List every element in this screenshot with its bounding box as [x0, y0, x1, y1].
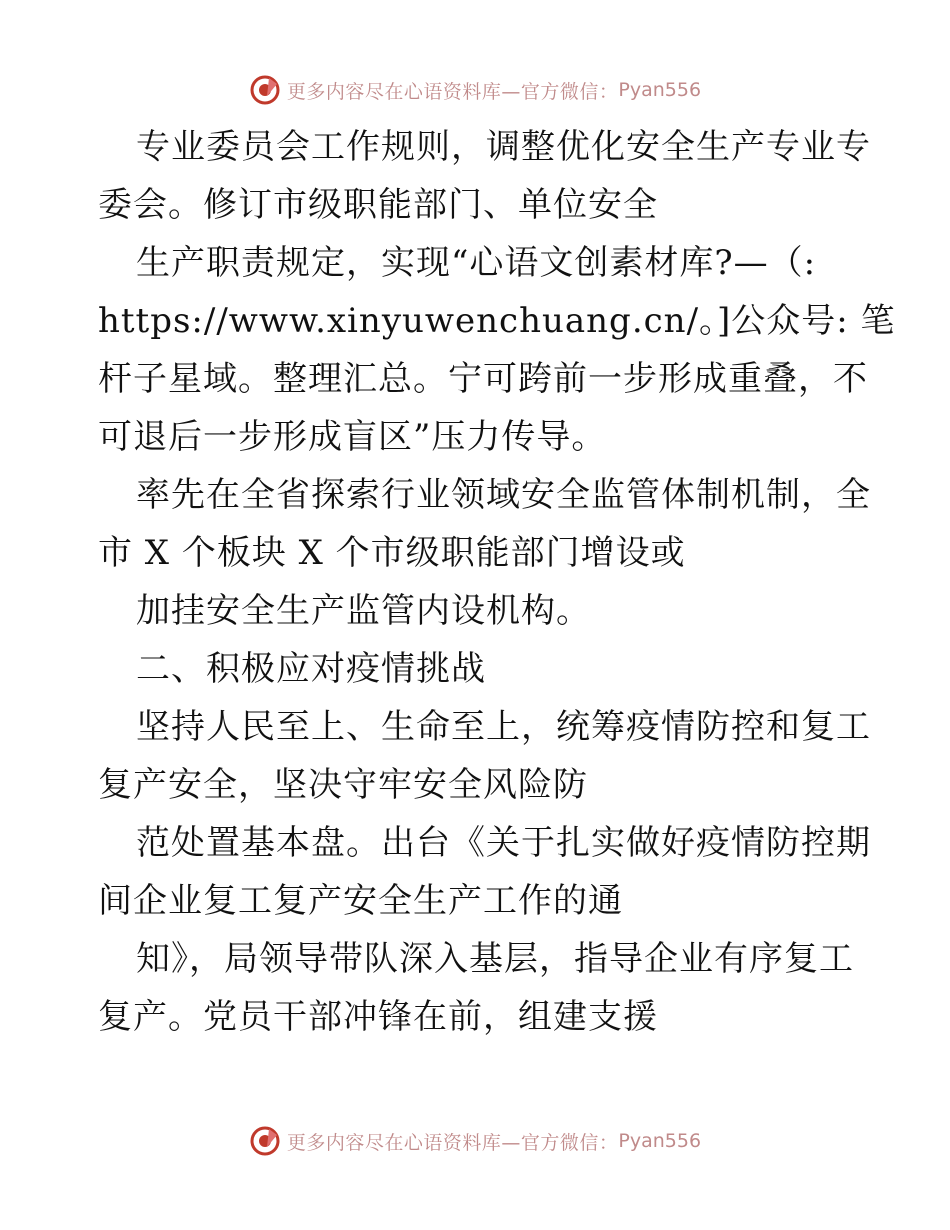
text-line: 委会。修订市级职能部门、单位安全: [98, 185, 658, 225]
watermark-id: Pyan556: [618, 79, 702, 101]
brand-logo-icon: [249, 74, 281, 106]
watermark-text: 更多内容尽在心语资料库—官方微信：: [286, 80, 619, 103]
text-line: 可退后一步形成盲区”压力传导。: [98, 417, 607, 457]
text-line: 市 X 个板块 X 个市级职能部门增设或: [98, 533, 686, 573]
section-heading: 二、积极应对疫情挑战: [136, 649, 486, 689]
footer-watermark: [0, 1121, 950, 1161]
watermark-text: 更多内容尽在心语资料库—官方微信：: [286, 1131, 619, 1154]
text-line: 复产安全，坚决守牢安全风险防: [98, 765, 588, 805]
brand-logo-icon: [249, 1125, 281, 1157]
text-line: 杆子星域。整理汇总。宁可跨前一步形成重叠，不: [98, 359, 868, 399]
text-line: 生产职责规定，实现“心语文创素材库?—（:: [136, 243, 817, 283]
text-line: 坚持人民至上、生命至上，统筹疫情防控和复工: [136, 707, 871, 747]
text-line: 专业委员会工作规则，调整优化安全生产专业专: [136, 127, 871, 167]
header-watermark: [0, 70, 950, 110]
text-line: 率先在全省探索行业领域安全监管体制机制，全: [136, 475, 871, 515]
text-line: 范处置基本盘。出台《关于扎实做好疫情防控期: [136, 823, 871, 863]
text-line: 复产。党员干部冲锋在前，组建支援: [98, 997, 658, 1037]
text-line: 间企业复工复产安全生产工作的通: [98, 881, 623, 921]
text-line: https://www.xinyuwenchuang.cn/。]公众号: 笔: [98, 301, 896, 341]
watermark-id: Pyan556: [618, 1130, 702, 1152]
text-line: 加挂安全生产监管内设机构。: [136, 591, 591, 631]
text-line: 知》，局领导带队深入基层，指导企业有序复工: [136, 939, 854, 979]
document-body: [98, 118, 896, 1046]
